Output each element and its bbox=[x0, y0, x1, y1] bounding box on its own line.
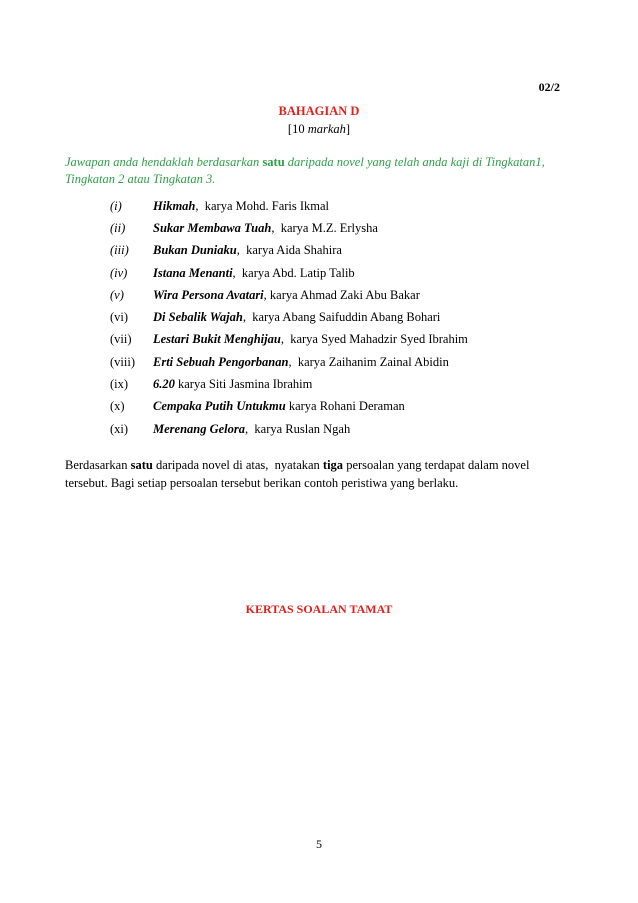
novel-title: Wira Persona Avatari bbox=[153, 287, 264, 302]
instruction-text bbox=[65, 154, 545, 188]
novel-author: karya Abang Saifuddin Abang Bohari bbox=[245, 310, 441, 325]
novel-number: (vi) bbox=[110, 310, 129, 325]
novel-author: karya Aida Shahira bbox=[239, 243, 342, 258]
novel-item bbox=[110, 373, 570, 395]
novel-author: karya Ruslan Ngah bbox=[248, 421, 351, 436]
paper-code: 02/2 bbox=[538, 80, 560, 94]
novel-title: Lestari Bukit Menghijau bbox=[153, 332, 281, 347]
marks-open: [10 bbox=[287, 122, 308, 136]
novel-author: karya Siti Jasmina Ibrahim bbox=[174, 377, 313, 392]
novel-sep: , bbox=[271, 220, 275, 235]
novel-sep: , bbox=[280, 332, 284, 347]
novel-title: 6.20 bbox=[153, 377, 175, 392]
novel-title: Istana Menanti bbox=[153, 265, 233, 280]
novel-item bbox=[110, 217, 570, 239]
novel-item bbox=[110, 240, 570, 262]
novel-author: karya Ahmad Zaki Abu Bakar bbox=[266, 287, 420, 302]
novel-number: (x) bbox=[110, 399, 125, 414]
novel-item bbox=[110, 418, 570, 440]
section-marks bbox=[0, 122, 638, 137]
novel-number: (v) bbox=[110, 287, 124, 302]
section-title: BAHAGIAN D bbox=[278, 104, 360, 118]
novel-item bbox=[110, 329, 570, 351]
novel-item bbox=[110, 284, 570, 306]
novel-list bbox=[110, 195, 570, 440]
question-bold: satu bbox=[130, 458, 153, 472]
novel-number: (i) bbox=[110, 198, 122, 213]
end-of-paper: KERTAS SOALAN TAMAT bbox=[245, 602, 393, 616]
novel-title: Sukar Membawa Tuah bbox=[153, 220, 272, 235]
novel-title: Di Sebalik Wajah bbox=[153, 310, 243, 325]
marks-word: markah bbox=[307, 122, 346, 136]
novel-title: Erti Sebuah Pengorbanan bbox=[153, 354, 289, 369]
novel-item bbox=[110, 306, 570, 328]
novel-title: Cempaka Putih Untukmu bbox=[153, 399, 286, 414]
novel-author: karya Mohd. Faris Ikmal bbox=[198, 198, 330, 213]
novel-number: (xi) bbox=[110, 421, 129, 436]
novel-author: karya Abd. Latip Talib bbox=[235, 265, 355, 280]
novel-author: karya Rohani Deraman bbox=[285, 399, 405, 414]
novel-number: (ii) bbox=[110, 220, 126, 235]
novel-sep: , bbox=[288, 354, 292, 369]
question-text bbox=[65, 456, 575, 492]
instruction-bold: satu bbox=[262, 155, 285, 169]
novel-sep: , bbox=[245, 421, 249, 436]
marks-close: ] bbox=[345, 122, 351, 136]
question-part: Berdasarkan bbox=[65, 458, 131, 472]
novel-number: (viii) bbox=[110, 354, 135, 369]
novel-author: karya M.Z. Erlysha bbox=[274, 220, 378, 235]
novel-sep: , bbox=[236, 243, 240, 258]
question-bold: tiga bbox=[322, 458, 344, 472]
instruction-part: Jawapan anda hendaklah berdasarkan bbox=[65, 155, 263, 169]
novel-sep: , bbox=[263, 287, 267, 302]
novel-number: (ix) bbox=[110, 377, 129, 392]
novel-item bbox=[110, 195, 570, 217]
novel-sep: , bbox=[242, 310, 246, 325]
novel-title: Bukan Duniaku bbox=[153, 243, 237, 258]
question-part: daripada novel di atas, nyatakan bbox=[152, 458, 323, 472]
instruction-part: daripada novel yang telah anda kaji di Tingkatan1, Tingkatan 2 atau Tingkatan 3. bbox=[65, 155, 545, 186]
novel-number: (vii) bbox=[110, 332, 132, 347]
question-part: persoalan yang terdapat dalam novel tersebut. Bagi setiap persoalan tersebut berikan contoh peristiwa yang berlaku. bbox=[65, 458, 530, 490]
page-number: 5 bbox=[316, 837, 322, 851]
novel-sep: , bbox=[232, 265, 236, 280]
novel-author: karya Zaihanim Zainal Abidin bbox=[291, 354, 449, 369]
novel-title: Hikmah bbox=[153, 198, 196, 213]
novel-number: (iv) bbox=[110, 265, 128, 280]
novel-item bbox=[110, 262, 570, 284]
novel-item bbox=[110, 351, 570, 373]
novel-sep: , bbox=[195, 198, 199, 213]
novel-title: Merenang Gelora bbox=[153, 421, 246, 436]
novel-item bbox=[110, 396, 570, 418]
novel-number: (iii) bbox=[110, 243, 129, 258]
novel-author: karya Syed Mahadzir Syed Ibrahim bbox=[283, 332, 468, 347]
